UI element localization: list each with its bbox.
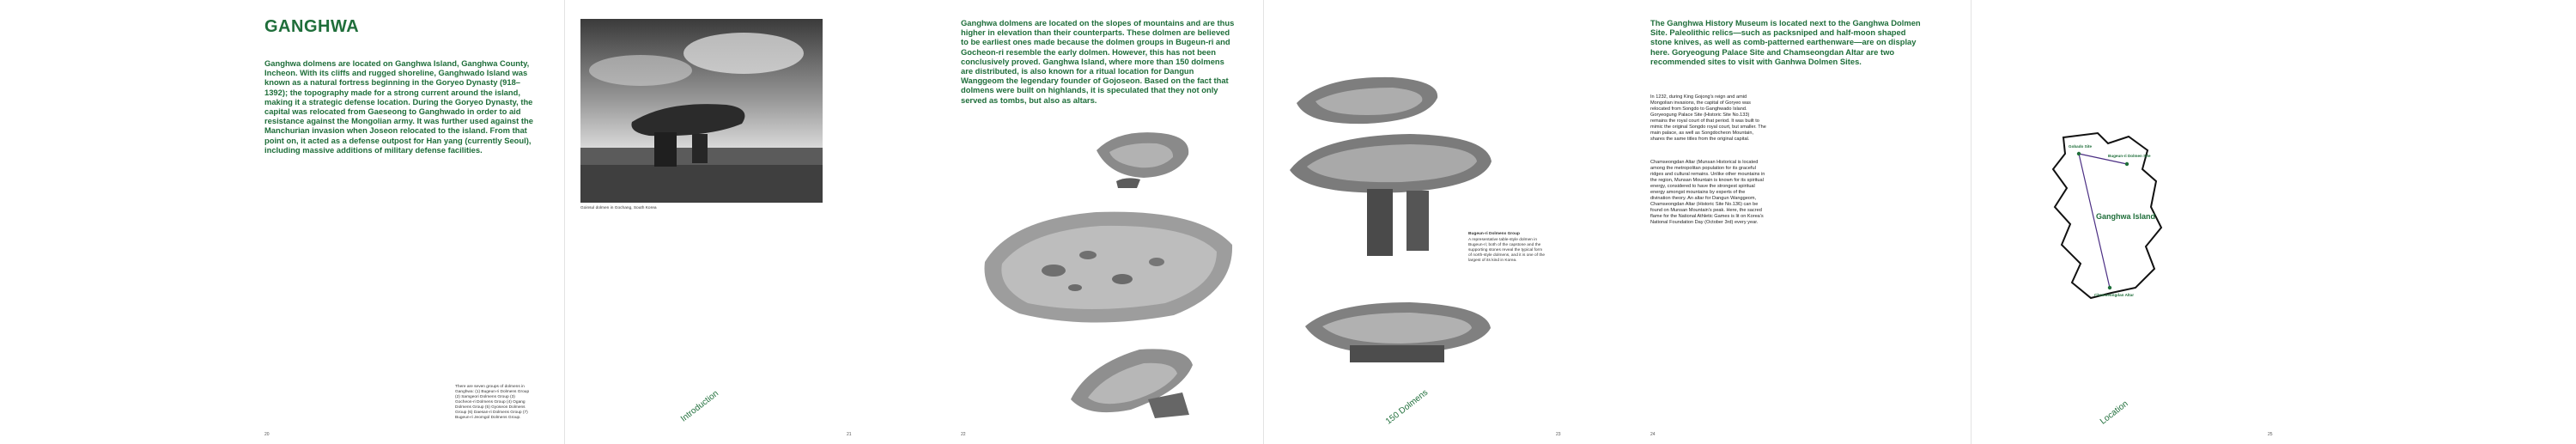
lead-paragraph: The Ganghwa History Museum is located next to the Ganghwa Dolmen Site. Paleolithic relics—such as packsniped and half-moon shaped stone knives, as well as comb-patterned earthenware—are on display here. Goryeogung Palace Site and Chamseongdan Altar are two recommended sites to visit with Ganhwa Dolmen Sites.: [1650, 18, 1921, 66]
map-label-site-a: Gobado Site: [2069, 144, 2093, 149]
footnote: There are seven groups of dolmens in Ganghwa: (1) Bugeun-ri Dolmens Group (2) Samgeori Dolmens Group (3) Gocheon-ri Dolmens Group (4) Ogang Dolmens Group (5) Gyoseon Dolmens Group (6) Daesan-ri Dolmens Group (7) Bugeun-ri Jeomgol Dolmens Group.: [455, 385, 530, 420]
page-3: [942, 0, 1263, 444]
page-number: 25: [2268, 432, 2273, 437]
history-paragraph: In 1232, during King Gojong's reign and amid Mongolian invasions, the capital of Goryeo was relocated from Songdo to Ganghwado Island. Goryeogung Palace Site (Historic Site No.133) remains the royal court of that period. It was built to mimic the original Songdo royal court, but smaller. The main palace, as well as Songdocheon Mountain, shares the same titles from the original capital.: [1650, 94, 1766, 142]
page-6: [1971, 0, 2298, 444]
caption-title: Bugeun-ri Dolmens Group: [1468, 232, 1520, 236]
section-label: 150 Dolmens: [1384, 387, 1431, 427]
section-label: Introduction: [679, 388, 720, 424]
page-1: [239, 0, 564, 444]
section-label: Location: [2099, 398, 2130, 427]
page-4: [1264, 0, 1590, 444]
page-number: 23: [1556, 432, 1561, 437]
caption-text: A representative table-style dolmen in Bugeun-ri; both of the capstone and the supporting stones reveal the typical form of north-style dolmens, and it is one of the largest of its kind in Korea.: [1468, 238, 1546, 263]
dolmen-low-illustration: [1298, 292, 1496, 378]
dolmen-top-illustration: [1290, 69, 1444, 133]
page-number: 20: [264, 432, 270, 437]
dolmen-fallen-illustration: [1062, 339, 1200, 421]
dolmen-photo: [580, 19, 823, 203]
dolmen-capstone-illustration: [1092, 125, 1195, 189]
body-paragraph: Ganghwa dolmens are located on the slopes of mountains and are thus higher in elevation than their counterparts. These dolmen are believed to be earliest ones made because the dolmen groups in Bugeun-ri and Gocheon-ri resemble the early dolmen. However, this has not been conclusively proved. Ganghwa Island, where more than 150 dolmens are distributed, is also known for a ritual location for Dangun Wanggeom the legendary founder of Gojoseon. Based on the fact that dolmens were built on highlands, it is speculated that they not only served as tombs, but also as altars.: [961, 18, 1235, 105]
page-number: 21: [847, 432, 852, 437]
dolmen-table-illustration: [1281, 127, 1496, 265]
map-label-island: Ganghwa Island: [2096, 212, 2156, 221]
page-number: 22: [961, 432, 966, 437]
map-label-site-c: Chamseongdan Altar: [2094, 293, 2135, 297]
page-5: [1650, 0, 1970, 444]
map-label-site-b: Bugeun-ri Dolmen Site: [2108, 154, 2151, 158]
altar-paragraph: Chamseongdan Altar (Munsan Historical is located among the metropolitan population for its graceful ridges and cultural remains. Unlike other mountains in the region, Munsan Mountain is known for its spiritual energy, considered to have the strongest spiritual energy amongst mountains by experts of the divination theory. An altar for Dangun Wanggeom, Chamseongdan Altar (Historic Site No.136) can be found on Munsan Mountain's peak. Here, the sacred flame for the National Athletic Games is lit on Korea's National Foundation Day (October 3rd) every year.: [1650, 160, 1765, 225]
intro-paragraph: Ganghwa dolmens are located on Ganghwa Island, Ganghwa County, Incheon. With its cliffs and rugged shoreline, Ganghwado Island was known as a natural fortress beginning in the Goryeo Dynasty (918–1392); the topography made for a strong current around the island, making it a strategic defense location. During the Goryeo Dynasty, the capital was relocated from Gaeseong to Ganghwado in order to aid resistance against the Mongolian army. It was further used against the Manchurian invasion when Joseon relocated to the island. From that point on, it acted as a defense outpost for Han yang (currently Seoul), including massive additions of military defense facilities.: [264, 58, 533, 155]
page-number: 24: [1650, 432, 1656, 437]
dolmen-slab-illustration: [976, 202, 1238, 331]
page-2: [565, 0, 891, 444]
page-title: GANGHWA: [264, 17, 360, 36]
ganghwa-island-map: [2046, 125, 2166, 305]
photo-caption: Goinsul dolmen in Gochang, South Korea: [580, 206, 657, 210]
